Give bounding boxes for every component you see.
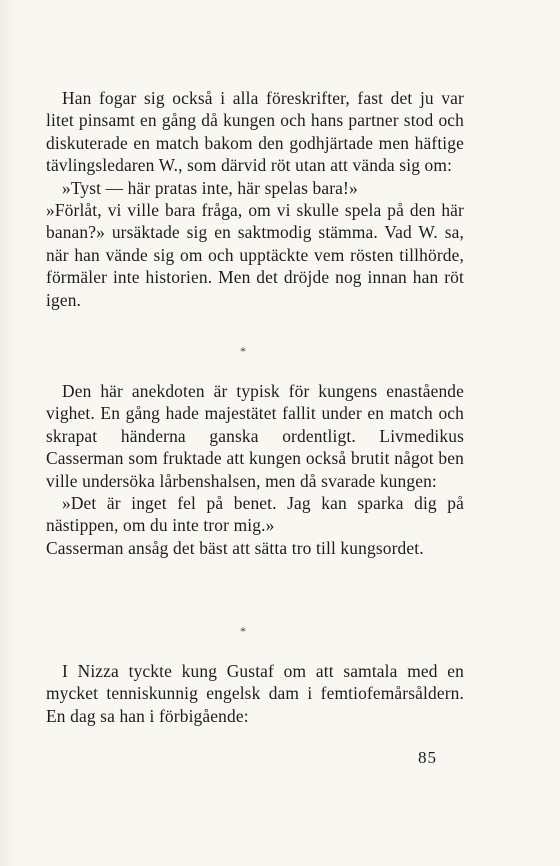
text-section-3 — [46, 660, 464, 727]
page-number: 85 — [418, 748, 437, 767]
paragraph: »Tyst — här pratas inte, här spelas bara!» — [62, 177, 358, 198]
text-section-1 — [46, 87, 464, 311]
section-separator: * — [240, 344, 246, 358]
section-separator: * — [240, 624, 246, 638]
paragraph: Han fogar sig också i alla föreskrifter, fast det ju var litet pinsamt en gång då kungen och hans partner stod och diskuterade en match bakom den godhjärtade men häftige tävlingsledaren W., som därvid röt utan att vända sig om: — [46, 88, 464, 176]
paragraph: I Nizza tyckte kung Gustaf om att samtala med en mycket tenniskunnig engelsk dam i femtiofemårsåldern. En dag sa han i förbigående: — [46, 661, 464, 726]
paragraph: »Det är inget fel på benet. Jag kan sparka dig på nästippen, om du inte tror mig.» — [46, 493, 464, 536]
paragraph: Casserman ansåg det bäst att sätta tro till kungsordet. — [46, 537, 424, 558]
paragraph: »Förlåt, vi ville bara fråga, om vi skulle spela på den här banan?» ursäktade sig en saktmodig stämma. Vad W. sa, när han vände sig om och upptäckte vem rösten tillhörde, förmäler inte historien. Men det dröjde nog innan han röt igen. — [46, 200, 464, 310]
text-section-2 — [46, 380, 464, 559]
paragraph: Den här anekdoten är typisk för kungens enastående vighet. En gång hade majestätet fallit under en match och skrapat händerna ganska ordentligt. Livmedikus Casserman som fruktade att kungen också brutit något ben ville undersöka lårbenshalsen, men då svarade kungen: — [46, 381, 464, 491]
